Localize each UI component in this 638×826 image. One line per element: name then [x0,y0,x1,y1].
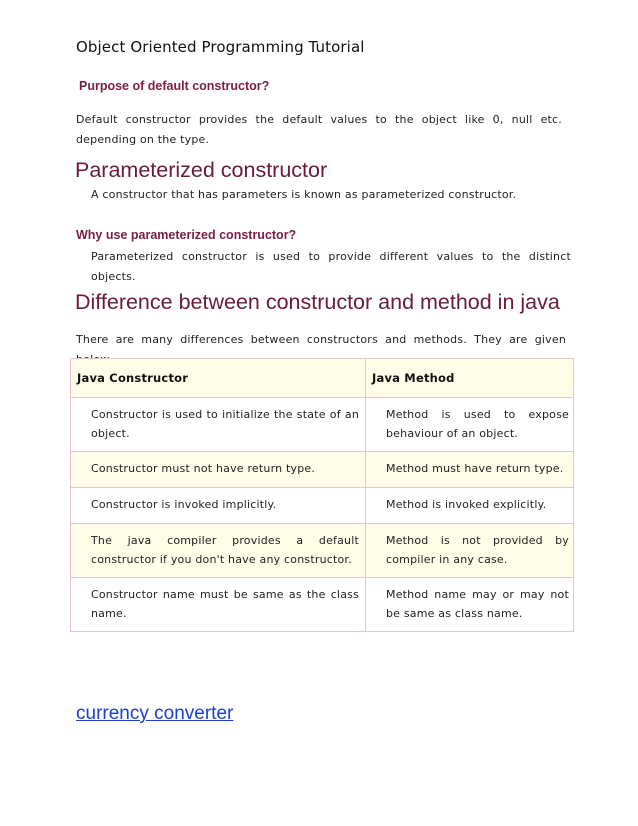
difference-heading: Difference between constructor and method in java [75,290,560,314]
table-header-cell: Java Constructor [71,359,366,398]
purpose-default-constructor-text: Default constructor provides the default values to the object like 0, null etc. depending on the type. [76,113,562,146]
table-cell: Method is used to expose behaviour of an object. [366,398,574,452]
table-row [71,488,574,524]
table-cell: Method is not provided by compiler in any case. [366,524,574,578]
table-cell: Constructor name must be same as the class name. [71,578,366,632]
table-header-cell: Java Method [366,359,574,398]
table-row [71,452,574,488]
table-cell: The java compiler provides a default constructor if you don't have any constructor. [71,524,366,578]
table-cell: Constructor must not have return type. [71,452,366,488]
why-parameterized-heading: Why use parameterized constructor? [76,228,297,242]
parameterized-constructor-text: A constructor that has parameters is known as parameterized constructor. [91,188,517,201]
page-header-title: Object Oriented Programming Tutorial [76,38,365,56]
comparison-table [70,358,574,632]
purpose-default-constructor-heading: Purpose of default constructor? [79,79,270,93]
table-row [71,398,574,452]
table-cell: Method name may or may not be same as class name. [366,578,574,632]
parameterized-constructor-heading: Parameterized constructor [75,158,328,182]
difference-intro-text: There are many differences between constructors and methods. They are given [76,333,566,346]
currency-converter-link[interactable]: currency converter [76,703,234,724]
table-row [71,578,574,632]
table-cell: Constructor is invoked implicitly. [71,488,366,524]
why-parameterized-text: Parameterized constructor is used to provide different values to the distinct objects. [91,250,571,283]
table-cell: Constructor is used to initialize the state of an object. [71,398,366,452]
table-header-row [71,359,574,398]
table-cell: Method is invoked explicitly. [366,488,574,524]
table-row [71,524,574,578]
table-cell: Method must have return type. [366,452,574,488]
